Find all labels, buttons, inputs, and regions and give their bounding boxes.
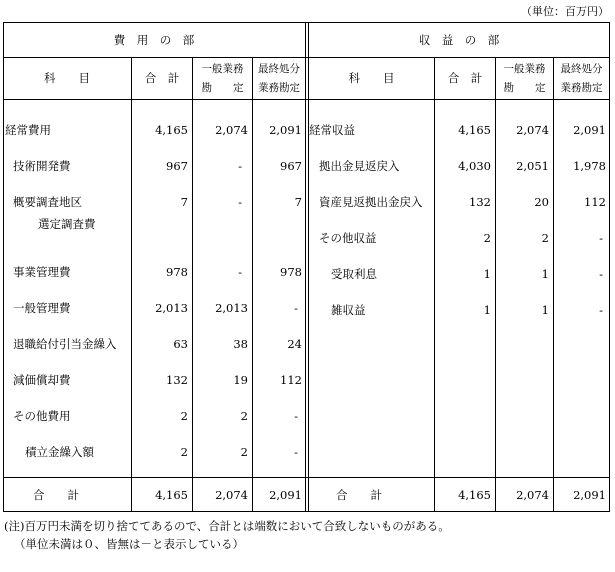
revenue-general-value: 1 bbox=[541, 267, 549, 281]
revenue-final-header-1: 最終処分 bbox=[560, 63, 603, 75]
revenue-general-total: 2,074 bbox=[516, 488, 549, 502]
expense-general-value: 19 bbox=[233, 373, 248, 387]
expense-general-value: 2,013 bbox=[215, 301, 248, 315]
revenue-total-value: 1 bbox=[483, 303, 491, 317]
revenue-final-value: - bbox=[599, 231, 603, 245]
column-header-rule bbox=[3, 99, 610, 100]
expense-general-header-2: 勘 定 bbox=[201, 82, 244, 94]
revenue-total-value: 4,165 bbox=[458, 123, 491, 137]
revenue-final-value: 1,978 bbox=[573, 159, 606, 173]
table-top-border bbox=[3, 22, 610, 23]
footnotes bbox=[4, 517, 450, 553]
expense-final-value: 967 bbox=[280, 159, 302, 173]
revenue-final-value: 112 bbox=[584, 195, 606, 209]
section-divider-2 bbox=[308, 22, 309, 512]
expense-general-value: - bbox=[238, 159, 242, 173]
expense-totals-label: 合 計 bbox=[33, 488, 79, 502]
expense-item-label: 概要調査地区 bbox=[13, 195, 82, 209]
revenue-general-header-1: 一般業務 bbox=[503, 63, 546, 75]
expense-total-value: 132 bbox=[166, 373, 188, 387]
expense-item-label: 事業管理費 bbox=[13, 265, 71, 279]
expense-final-header-1: 最終処分 bbox=[258, 63, 300, 75]
expense-general-value: - bbox=[238, 195, 242, 209]
revenue-item-label: 経常収益 bbox=[309, 123, 355, 137]
expense-item-label: 退職給付引当金繰入 bbox=[13, 337, 117, 351]
expense-item-label: 経常費用 bbox=[5, 123, 51, 137]
expense-final-value: - bbox=[294, 409, 298, 423]
expense-final-value: - bbox=[294, 445, 298, 459]
footnote-line-2: （単位未満は０、皆無は－と表示している） bbox=[14, 537, 244, 551]
expense-item-label: 技術開発費 bbox=[13, 159, 71, 173]
revenue-general-value: 1 bbox=[541, 303, 549, 317]
revenue-total-value: 4,030 bbox=[458, 159, 491, 173]
revenue-section-title: 収 益 の 部 bbox=[418, 33, 500, 47]
expense-total-value: 978 bbox=[166, 265, 188, 279]
header-rule bbox=[3, 57, 610, 58]
expense-general-value: 2,074 bbox=[215, 123, 248, 137]
expense-item-label: 減価償却費 bbox=[13, 373, 71, 387]
revenue-general-value: 20 bbox=[534, 195, 549, 209]
expense-total-value: 63 bbox=[173, 337, 188, 351]
expense-general-value: 2 bbox=[240, 445, 248, 459]
expense-final-value: 2,091 bbox=[269, 123, 302, 137]
expense-final-total: 2,091 bbox=[269, 488, 302, 502]
expense-item-label: 一般管理費 bbox=[13, 301, 71, 315]
revenue-final-value: 2,091 bbox=[573, 123, 606, 137]
revenue-item-label: 資産見返拠出金戻入 bbox=[319, 195, 423, 209]
footnote-line-1: (注)百万円未満を切り捨ててあるので、合計とは端数において合致しないものがある。 bbox=[4, 519, 450, 533]
expense-total-value: 4,165 bbox=[155, 123, 188, 137]
table-left-border bbox=[3, 22, 4, 512]
section-divider bbox=[305, 22, 306, 512]
expense-final-header-2: 業務勘定 bbox=[258, 82, 300, 94]
expense-general-value: 38 bbox=[233, 337, 248, 351]
revenue-total-value: 2 bbox=[483, 231, 491, 245]
expense-total-value: 967 bbox=[166, 159, 188, 173]
expense-final-value: - bbox=[294, 301, 298, 315]
unit-label: （単位：百万円） bbox=[521, 5, 609, 18]
expense-final-value: 112 bbox=[280, 373, 302, 387]
expense-total-value: 7 bbox=[180, 195, 188, 209]
expense-item-header: 科 目 bbox=[44, 71, 90, 85]
revenue-general-value: 2 bbox=[541, 231, 549, 245]
expense-final-value: 978 bbox=[280, 265, 302, 279]
revenue-final-header-2: 業務勘定 bbox=[560, 82, 603, 94]
expense-item-label: その他費用 bbox=[13, 409, 71, 423]
expense-total-header: 合 計 bbox=[144, 71, 180, 85]
expense-grand-total: 4,165 bbox=[155, 488, 188, 502]
expense-item-label-line2: 選定調査費 bbox=[38, 217, 96, 231]
expense-total-value: 2,013 bbox=[155, 301, 188, 315]
expense-general-total: 2,074 bbox=[215, 488, 248, 502]
revenue-item-header: 科 目 bbox=[348, 71, 395, 85]
expense-general-value: 2 bbox=[240, 409, 248, 423]
revenue-final-value: - bbox=[599, 267, 603, 281]
revenue-final-value: - bbox=[599, 303, 603, 317]
financial-table bbox=[3, 22, 610, 512]
expense-general-header-1: 一般業務 bbox=[201, 63, 244, 75]
totals-rule bbox=[3, 477, 610, 478]
expense-item-label: 積立金繰入額 bbox=[25, 445, 94, 459]
expense-total-value: 2 bbox=[180, 409, 188, 423]
revenue-grand-total: 4,165 bbox=[458, 488, 491, 502]
revenue-item-label: その他収益 bbox=[319, 231, 377, 245]
revenue-item-label: 雑収益 bbox=[331, 303, 366, 317]
revenue-general-value: 2,051 bbox=[516, 159, 549, 173]
table-right-border bbox=[609, 22, 610, 512]
table-bottom-border bbox=[3, 511, 610, 512]
revenue-final-total: 2,091 bbox=[573, 488, 606, 502]
expense-total-value: 2 bbox=[180, 445, 188, 459]
revenue-total-value: 132 bbox=[469, 195, 491, 209]
revenue-total-header: 合 計 bbox=[447, 71, 483, 85]
revenue-general-value: 2,074 bbox=[516, 123, 549, 137]
revenue-totals-label: 合 計 bbox=[336, 488, 382, 502]
expense-general-value: - bbox=[238, 265, 242, 279]
revenue-item-label: 受取利息 bbox=[331, 267, 377, 281]
revenue-total-value: 1 bbox=[483, 267, 491, 281]
revenue-item-label: 拠出金見返戻入 bbox=[319, 159, 400, 173]
revenue-general-header-2: 勘 定 bbox=[503, 82, 546, 94]
expense-final-value: 24 bbox=[287, 337, 302, 351]
expense-final-value: 7 bbox=[294, 195, 302, 209]
expense-section-title: 費 用 の 部 bbox=[113, 33, 195, 47]
